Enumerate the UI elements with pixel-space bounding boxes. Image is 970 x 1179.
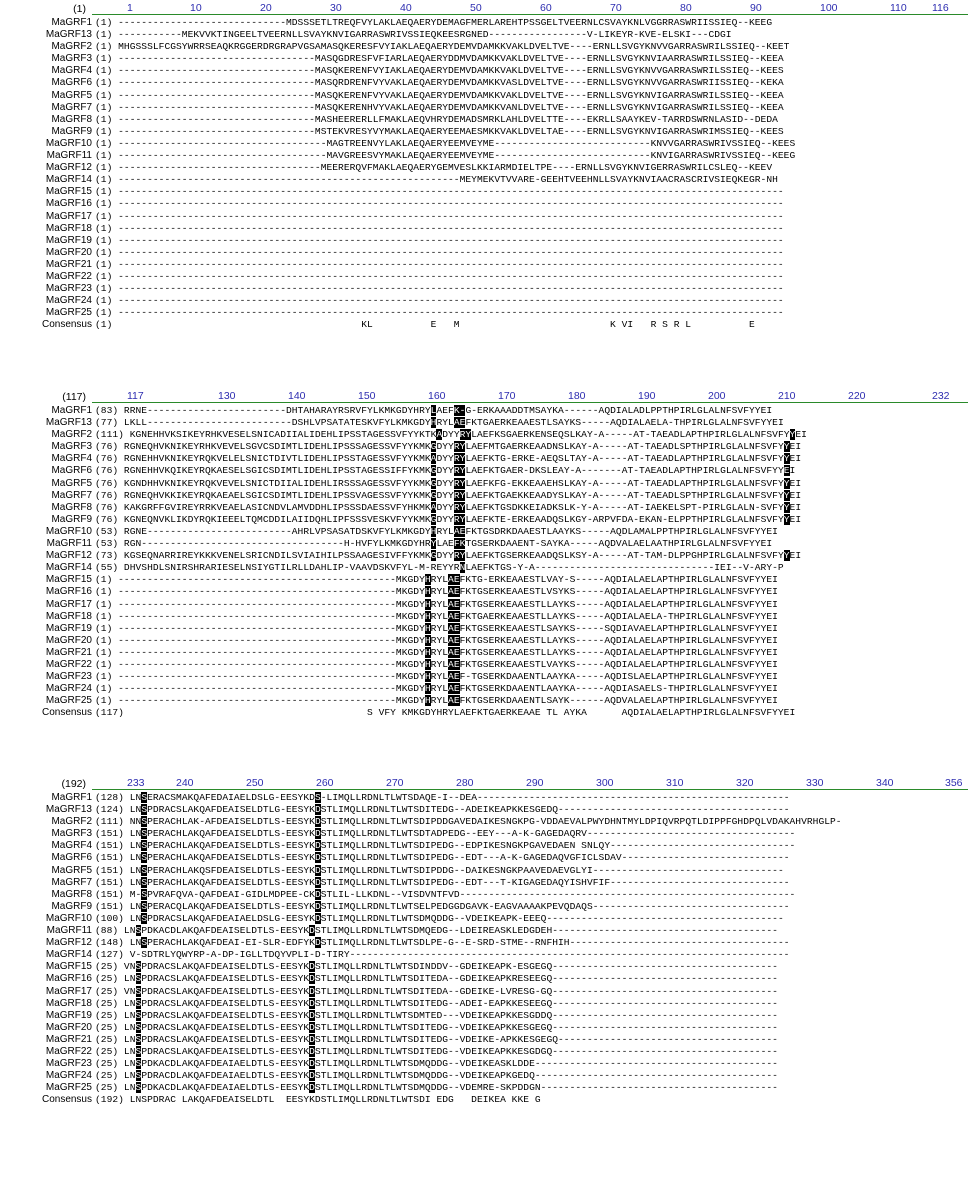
sequence-row: [0, 1082, 970, 1094]
sequence-residues: (1) ------------------------------------------------MKGDYHRYLAEFKTGSERKDAAENTLSAYK------AQDVALAELAPTHPIRLGLALNFSVFYYEI: [95, 695, 778, 707]
sequence-name: MaGRF4: [51, 453, 92, 465]
sequence-row: [0, 986, 970, 998]
sequence-row: [0, 659, 970, 671]
sequence-residues: (128) LNSERACSMAKQAFEDAIAELDSLG-EESYKDS-LIMQLLRDNLTLWTSDAQE-I--DEA------------------------------------------------------: [95, 792, 790, 803]
sequence-row: [0, 1070, 970, 1082]
sequence-row: [0, 623, 970, 635]
sequence-residues: (111) NNSPERACHLAK-AFDEAISELDTLS-EESYKDSTLIMQLLRDNLTLWTSDIPDDGAVEDAIKESNGKPG-VDDAEVALPWYDHNTMYLDPIQVRPQTLDIPPFGHDPQLVDAKAHVRHGLP-: [95, 816, 842, 828]
sequence-name: MaGRF11: [46, 150, 92, 162]
sequence-residues: (76) RGNEQHVKNIKEYRHKVEVELSGVCSDIMTLIDEHLIPSSSAGESSVFYYKMKGDYYRYLAEFMTGAERKEAADNSLKAY-A-----AT-TAEADLSPTHPIRLGLALNFSVFYYEI: [95, 441, 802, 453]
ruler-tick: 270: [386, 777, 404, 789]
sequence-row: [0, 295, 970, 307]
sequence-name: MaGRF1: [51, 792, 92, 803]
ruler-tick: 30: [330, 2, 342, 14]
sequence-name: MaGRF2: [51, 429, 92, 441]
sequence-row: [0, 223, 970, 235]
sequence-residues: (77) LKLL-------------------------DSHLVPSATATESKVFYLKMKGDYHRYLAEFKTGAERKEAAESTLSAYKS-----AQDIALAELA-THPIRLGLALNFSVFYYEI: [95, 417, 784, 429]
sequence-name: MaGRF20: [45, 634, 92, 646]
sequence-residues: (25) LNSPDKACDLAKQAFDEAIAELDTLS-EESYKDSTLIMQLLRDNLTLWTSDMQDDG--VDEIKEASKLDDE------------------------------------------: [95, 1058, 778, 1070]
ruler-tick: 116: [932, 2, 949, 14]
sequence-row: [0, 695, 970, 707]
sequence-residues: (1) MHGSSSLFCGSYWRRSEAQKRGGERDRGRAPVGSAMASQKERESFVYIAKLAEQAERYDEMVDAMKKVAKLDVELTVE----ERNLLSVGYKNVVGARRASWRILSSIEQ--KEET: [95, 41, 790, 53]
sequence-row: [0, 574, 970, 586]
sequence-residues: (25) LNSPDRACSLAKQAFDEAISELDTLS-EESYKDSTLIMQLLRDNLTLWTSDMTED---VDEIKEAPKKESGDDQ---------------------------------------: [95, 1009, 778, 1021]
sequence-row: [0, 925, 970, 937]
sequence-residues: (151) LNSPERACQLAKQAFDEAISELDTLS-EESYKDSTLIMQLLRDNLTLWTSELPEDGGDGAVK-EAGVAAAAKPEVQDAQS----------------------------------: [95, 900, 790, 912]
alignment-block: [0, 777, 970, 1106]
sequence-name: MaGRF18: [45, 997, 92, 1009]
ruler-tick: 200: [708, 390, 726, 402]
sequence-residues: (1) ------------------------------------MAVGREESVYMAKLAEQAERYEEMVEYME---------------------------KNVIGARRASWRIVSSIEQ--KEEG: [95, 150, 796, 162]
sequence-residues: (111) KGNEHHVKSIKEYRHKVESELSNICADIIALIDEHLIPSSTAGESSVFYYKTKADYYRYLAEFKSGAERKENSEQSLKAY-A-----AT-TAEADLAPTHPIRLGLALNFSVFYYEI: [95, 429, 807, 441]
sequence-row: [0, 889, 970, 901]
sequence-row: [0, 417, 970, 429]
sequence-residues: (1) ----------------------------------MASQKERENHVYVAKLAEQAERYDEMVDAMKKVANLDVELTVE----ERNLLSVGYKNVIGARRASWRILSSIEQ--KEEA: [95, 101, 784, 113]
sequence-residues: (117) S VFY KMKGDYHRYLAEFKTGAERKEAAE TL AYKA AQDIALAELAPTHPIRLGLALNFSVFYYEI: [95, 707, 796, 719]
sequence-residues: (73) KGSEQNARRIREYKKKVENELSRICNDILSVIAIHILPSSAAGESIVFFYKMKGDYYRYLAEFKTGSERKEAADQSLKSY-A-----AT-TAM-DLPPGHPIRLGLALNFSVFYYEI: [95, 550, 802, 562]
sequence-row: [0, 840, 970, 852]
sequence-residues: (100) LNSPDRACSLAKQAFDEAIAELDSLG-EESYKDSTLIMQLLRDNLTLWTSDMQDDG--VDEIKEAPK-EEEQ-----------------------------------------: [95, 912, 784, 924]
ruler-tick: 180: [568, 390, 586, 402]
sequence-name: MaGRF10: [45, 912, 92, 924]
alignment-block: [0, 2, 970, 331]
sequence-residues: (1) ----------------------------------MASHEERERLLFMAKLAEQVHRYDEMADSMRKLAHLDVELTTE----EKRLLSAAYKEV-TARRDSWRNLASID--DEDA: [95, 113, 778, 125]
sequence-residues: (1) ------------------------------------------------MKGDYHRYLAEF-TGSERKDAAENTLAAYKA-----AQDISLAELAPTHPIRLGLALNFSVFYYEI: [95, 671, 778, 683]
sequence-name: MaGRF2: [51, 41, 92, 53]
sequence-name: MaGRF3: [51, 828, 92, 840]
sequence-name: MaGRF8: [51, 501, 92, 513]
sequence-residues: (76) RGNEQHVKKIKEYRQKAEAELSGICSDIMTLIDEHLIPSSVAGESSVFYYKMKGDYYRYLAEFKTGAEKKEAADYSLKAY-A-----AT-TAEADLSPTHPIRLGLALNFSVFYYEI: [95, 489, 802, 501]
ruler-tick: 356: [945, 777, 963, 789]
ruler-tick: 117: [127, 390, 144, 402]
sequence-name: MaGRF22: [45, 658, 92, 670]
sequence-residues: (83) RRNE------------------------DHTAHARAYRSRVFYLKMKGDYHRYLAEFK-G-ERKAAADDTMSAYKA------AQDIALADLPPTHPIRLGLALNFSVFYYEI: [95, 405, 773, 416]
sequence-name: MaGRF10: [45, 525, 92, 537]
sequence-residues: (1) ------------------------------------------------MKGDYHRYLAEFKTGSERKEAAESTLLAYKS-----AQDIALAELAPTHPIRLGLALNFSVFYYEI: [95, 646, 778, 658]
ruler-tick: 130: [218, 390, 236, 402]
sequence-name: MaGRF5: [51, 864, 92, 876]
sequence-residues: (1) -------------------------------------------------------------------------------------------------------------------: [95, 210, 784, 222]
sequence-name: MaGRF21: [45, 258, 92, 270]
sequence-residues: (25) LNSPDRACSLAKQAFDEAISELDTLS-EESYKDSTLIMQLLRDNLTLWTSDITEDG--VDEIKEAPKKESGDGQ---------------------------------------: [95, 1045, 778, 1057]
sequence-row: [0, 586, 970, 598]
sequence-name: MaGRF14: [45, 562, 92, 574]
sequence-residues: (1) -------------------------------------------------------------------------------------------------------------------: [95, 307, 784, 319]
sequence-row: [0, 538, 970, 550]
alignment-block: [0, 390, 970, 719]
sequence-name: MaGRF20: [45, 246, 92, 258]
sequence-residues: (1) -------------------------------------------------------------------------------------------------------------------: [95, 246, 784, 258]
sequence-row: [0, 514, 970, 526]
sequence-name: MaGRF18: [45, 222, 92, 234]
sequence-name: MaGRF16: [45, 198, 92, 210]
sequence-name: MaGRF15: [45, 186, 92, 198]
sequence-name: MaGRF15: [45, 961, 92, 973]
sequence-name: MaGRF25: [45, 307, 92, 319]
sequence-name: MaGRF23: [45, 283, 92, 295]
sequence-row: [0, 828, 970, 840]
sequence-row: [0, 877, 970, 889]
sequence-row: [0, 901, 970, 913]
sequence-row: [0, 405, 970, 417]
sequence-row: [0, 1046, 970, 1058]
sequence-row: [0, 271, 970, 283]
sequence-residues: (1) ------------------------------------------------MKGDYHRYLAEFKTGSERKEAAESTLVSYKS-----AQDIALAELAPTHPIRLGLALNFSVFYYEI: [95, 586, 778, 598]
position-ruler: [0, 2, 970, 17]
sequence-row: [0, 198, 970, 210]
sequence-name: MaGRF24: [45, 683, 92, 695]
sequence-residues: (1) -------------------------------------------------------------------------------------------------------------------: [95, 222, 784, 234]
sequence-name: MaGRF20: [45, 1021, 92, 1033]
sequence-row: [0, 792, 970, 804]
sequence-name: MaGRF13: [45, 804, 92, 816]
sequence-name: MaGRF6: [51, 77, 92, 89]
sequence-residues: (1) -------------------------------------------------------------------------------------------------------------------: [95, 234, 784, 246]
sequence-residues: (1) ------------------------------------MAGTREENVYLAKLAEQAERYEEMVEYME---------------------------KNVVGARRASWRIVSSIEQ--KEES: [95, 137, 796, 149]
sequence-residues: (25) LNSPDRACSLAKQAFDEAISELDTLS-EESYKDSTLIMQLLRDNLTLWTSDITEDG--ADEI-EAPKKESEEGQ---------------------------------------: [95, 997, 778, 1009]
ruler-tick: 80: [680, 2, 692, 14]
sequence-row: [0, 186, 970, 198]
sequence-row: [0, 65, 970, 77]
sequence-residues: (76) KGNDHHVKNIKEYRQKVEVELSNICTDIIALIDEHLIRSSSAGESSVFYYKMKGDYYRYLAEFKFG-EKKEAAEHSLKAY-A-----AT-TAEADLAPTHPIRLGLALNFSVFYYEI: [95, 477, 802, 489]
sequence-row: [0, 126, 970, 138]
sequence-row: [0, 441, 970, 453]
sequence-residues: (1) -------------------------------------------------------------------------------------------------------------------: [95, 295, 784, 307]
sequence-row: [0, 319, 970, 331]
sequence-residues: (55) DHVSHDLSNIRSHRARIESELNSIYGTILRLLDAHLIP-VAAVDSKVFYL-M-REYYRNLAEFKTGS-Y-A-------------------------------IEI--V-ARY-P: [95, 562, 784, 574]
sequence-row: [0, 550, 970, 562]
ruler-tick: 50: [470, 2, 482, 14]
sequence-residues: (1) -------------------------------------------------------------------------------------------------------------------: [95, 283, 784, 295]
sequence-residues: (151) LNSPERACHLAKQAFDEAISELDTLS-EESYKDSTLIMQLLRDNLTLWTSDIPEDG--EDPIKESNGKPGAVEDAEN SNLQY--------------------------------: [95, 840, 796, 852]
ruler-tick: 170: [498, 390, 516, 402]
sequence-row: [0, 453, 970, 465]
sequence-name: MaGRF21: [45, 646, 92, 658]
position-ruler: [0, 777, 970, 792]
sequence-residues: (127) V-SDTRLYQWYRP-A-DP-IGLLTDQYVPLI-D-TIRY----------------------------------------------------------------------------: [95, 949, 790, 961]
sequence-residues: (1) ------------------------------------------------MKGDYHRYLAEFKTG-ERKEAAESTLVAY-S-----AQDIALAELAPTHPIRLGLALNFSVFYYEI: [95, 574, 778, 586]
ruler-tick: 330: [806, 777, 824, 789]
ruler-tick: 210: [778, 390, 796, 402]
ruler-tick: 220: [848, 390, 866, 402]
sequence-row: [0, 429, 970, 441]
sequence-residues: (1) ----------------------------------MASQGDRESFVFIARLAEQAERYDDMVDAMKKVAKLDVELTVE----ERNLLSVGYKNVIAARRASWRILSSIEQ--KEEA: [95, 53, 784, 65]
sequence-name: MaGRF6: [51, 465, 92, 477]
sequence-row: [0, 307, 970, 319]
sequence-residues: (1) -----------------------------MDSSSETLTREQFVYLAKLAEQAERYDEMAGFMERLAREHTPSSGELTVEERNLCSVAYKNLVGGRRASWRIISSIEQ--KEEG: [95, 17, 773, 28]
ruler-start-position: (117): [62, 391, 86, 403]
sequence-name: MaGRF12: [45, 937, 92, 949]
sequence-row: [0, 707, 970, 719]
sequence-row: [0, 283, 970, 295]
ruler-tick: 40: [400, 2, 412, 14]
sequence-name: MaGRF21: [45, 1033, 92, 1045]
sequence-residues: (1) ------------------------------------------------MKGDYHRYLAEFKTGSERKEAAESTLLAYKS-----AQDIALAELAPTHPIRLGLALNFSVFYYEI: [95, 598, 778, 610]
sequence-name: MaGRF11: [46, 925, 92, 937]
sequence-residues: (76) RGNEHHVKQIKEYRQKAESELSGICSDIMTLIDEHLIPSSTAGESSIFFYKMKGDYYRYLAEFKTGAER-DKSLEAY-A-------AT-TAEADLAPTHPIRLGLALNFSVFYYEI: [95, 465, 796, 477]
sequence-name: MaGRF19: [45, 234, 92, 246]
sequence-name: MaGRF9: [51, 513, 92, 525]
sequence-name: MaGRF12: [45, 162, 92, 174]
sequence-row: [0, 865, 970, 877]
ruler-tick: 1: [127, 2, 133, 14]
sequence-name: MaGRF8: [51, 113, 92, 125]
sequence-row: [0, 90, 970, 102]
ruler-tick: 290: [526, 777, 544, 789]
sequence-residues: (76) KGNEQNVKLIKDYRQKIEEELTQMCDDILAIIDQHLIPFSSSVESKVFYYKMKGDYYRYLAEFKTE-ERKEAADQSLKGY-ARPVFDA-EKAN-ELPPTHPIRLGLALNFSVFYYEI: [95, 513, 802, 525]
sequence-row: [0, 949, 970, 961]
sequence-row: [0, 611, 970, 623]
sequence-residues: (148) LNSPERACHLAKQAFDEAI-EI-SLR-EDFYKDSTLIMQLLRDNLTLWTSDLPE-G--E-SRD-STME--RNFHIH--------------------------------------: [95, 937, 790, 949]
sequence-residues: (25) LNSPDRACDLAKQAFDEAIAELDTLS-EESYKDSTLIMQLLRDNLTLWTSDMQDDG--VDEIKEAPKGEDQ------------------------------------------: [95, 1070, 778, 1082]
sequence-name: MaGRF25: [45, 1082, 92, 1094]
sequence-residues: (25) LNSPDRACSLAKQAFDEAISELDTLS-EESYKDSTLIMQLLRDNLTLWTSDITEDG--VDEIKEAPKKESGEGQ---------------------------------------: [95, 1021, 778, 1033]
sequence-residues: (124) LNSPDRACSLAKQAFDEAISELDTLG-EESYKDSTLIMQLLRDNLTLWTSDITEDG--ADEIKEAPKKESGEDQ----------------------------------------: [95, 804, 790, 816]
sequence-name: MaGRF11: [46, 538, 92, 550]
sequence-row: [0, 41, 970, 53]
sequence-name: MaGRF1: [51, 17, 92, 28]
sequence-residues: (1) ------------------------------------------------MKGDYHRYLAEFKTGSERKEAAESTLVAYKS-----AQDIALAELAPTHPIRLGLALNFSVFYYEI: [95, 658, 778, 670]
sequence-row: [0, 671, 970, 683]
sequence-row: [0, 259, 970, 271]
sequence-name: MaGRF17: [45, 210, 92, 222]
sequence-row: [0, 502, 970, 514]
sequence-residues: (1) -------------------------------------------------------------------------------------------------------------------: [95, 186, 784, 198]
sequence-residues: (1) -----------------------------------------------------------MEYMEKVTVVARE-GEEHTVEEHNLLSVAYKNVIAACRASCRIVSIEQKEGR-NH: [95, 174, 778, 186]
sequence-name: MaGRF3: [51, 53, 92, 65]
sequence-residues: (1) ------------------------------------------------MKGDYHRYLAEFKTGSERKEAAESTLLAYKS-----AQDIALAELAPTHPIRLGLALNFSVFYYEI: [95, 634, 778, 646]
sequence-name: MaGRF13: [45, 417, 92, 429]
sequence-name: MaGRF18: [45, 610, 92, 622]
sequence-row: [0, 973, 970, 985]
sequence-residues: (151) LNSPERACHLAKQAFDEAISELDTLS-EESYKDSTLIMQLLRDNLTLWTSDIPEDG--EDT---T-KIGAGEDAQYISHVFIF-------------------------------: [95, 876, 790, 888]
ruler-tick: 150: [358, 390, 376, 402]
sequence-row: [0, 114, 970, 126]
sequence-name: MaGRF9: [51, 900, 92, 912]
sequence-row: [0, 29, 970, 41]
sequence-row: [0, 465, 970, 477]
sequence-row: [0, 683, 970, 695]
sequence-name: Consensus: [41, 1094, 92, 1106]
sequence-residues: (25) VNSPDRACSLAKQAFDEAISELDTLS-EESYKDSTLIMQLLRDNLTLWTSDITEDA--GDEIKE-LVRESG-GQ---------------------------------------: [95, 985, 778, 997]
sequence-name: MaGRF22: [45, 270, 92, 282]
sequence-row: [0, 562, 970, 574]
ruler-tick: 110: [890, 2, 907, 14]
sequence-row: [0, 53, 970, 65]
sequence-row: [0, 17, 970, 29]
sequence-name: MaGRF19: [45, 622, 92, 634]
ruler-tick: 190: [638, 390, 656, 402]
sequence-row: [0, 635, 970, 647]
sequence-residues: (88) LNSPDKACDLAKQAFDEAISELDTLS-EESYKDSTLIMQLLRDNLTLWTSDMQEDG--LDEIREASKLEDGDEH---------------------------------------: [95, 925, 778, 937]
sequence-row: [0, 1034, 970, 1046]
sequence-row: [0, 852, 970, 864]
sequence-residues: (25) LNSPDRACSLAKQAFDEAISELDTLS-EESYKDSTLIMQLLRDNLTLWTSDITEDG--VDEIKE-APKKESGEGQ--------------------------------------: [95, 1033, 778, 1045]
ruler-start-position: (1): [73, 3, 86, 15]
sequence-residues: (1) -----------MEKVVKTINGEELTVEERNLLSVAYKNVIGARRASWRIVSSIEQKEESRGNED-----------------V-LIKEYR-KVE-ELSKI---CDGI: [95, 29, 732, 41]
sequence-residues: (1) ------------------------------------------------MKGDYHRYLAEFKTGSERKEAAESTLSAYKS-----SQDIAVAELAPTHPIRLGLALNFSVFYYEI: [95, 622, 778, 634]
sequence-name: MaGRF12: [45, 550, 92, 562]
sequence-name: MaGRF7: [51, 489, 92, 501]
sequence-residues: (25) VNSPDRACSLAKQAFDEAISELDTLS-EESYKDSTLIMQLLRDNLTLWTSDINDDV--GDEIKEAPK-ESGEGQ---------------------------------------: [95, 961, 778, 973]
sequence-row: [0, 937, 970, 949]
ruler-tick: 260: [316, 777, 334, 789]
sequence-residues: (192) LNSPDRAC LAKQAFDEAISELDTL EESYKDSTLIMQLLRDNLTLWTSDI EDG DEIKEA KKE G: [95, 1094, 541, 1106]
sequence-name: MaGRF2: [51, 816, 92, 828]
sequence-row: [0, 804, 970, 816]
sequence-row: [0, 526, 970, 538]
sequence-name: MaGRF22: [45, 1045, 92, 1057]
sequence-name: MaGRF23: [45, 671, 92, 683]
sequence-row: [0, 647, 970, 659]
sequence-residues: (151) LNSPERACHLAKQAFDEAISELDTLS-EESYKDSTLIMQLLRDNLTLWTSDTADPEDG--EEY---A-K-GAGEDAQRV------------------------------------: [95, 828, 796, 840]
ruler-tick: 240: [176, 777, 194, 789]
sequence-row: [0, 1022, 970, 1034]
sequence-row: [0, 211, 970, 223]
sequence-name: Consensus: [41, 707, 92, 719]
ruler-tick: 300: [596, 777, 614, 789]
ruler-line: [92, 402, 968, 403]
sequence-residues: (1) -----------------------------------MEERERQVFMAKLAEQAERYGEMVESLKKIARMDIELTPE----ERNLLSVGYKNVIGERRASWRILCSLEQ--KEEV: [95, 162, 773, 174]
ruler-start-position: (192): [61, 778, 86, 790]
ruler-tick: 70: [610, 2, 622, 14]
sequence-row: [0, 961, 970, 973]
sequence-name: MaGRF17: [45, 985, 92, 997]
sequence-name: MaGRF7: [51, 101, 92, 113]
sequence-residues: (1) ----------------------------------MASQKERENFVYVAKLAEQAERYDEMVDAMKKVAKLDVELTVE----ERNLLSVGYKNVIGARRASWRILSSIEQ--KEEA: [95, 89, 784, 101]
ruler-tick: 20: [260, 2, 272, 14]
ruler-tick: 140: [288, 390, 306, 402]
ruler-tick: 60: [540, 2, 552, 14]
sequence-row: [0, 138, 970, 150]
sequence-name: MaGRF10: [45, 137, 92, 149]
ruler-tick: 160: [428, 390, 446, 402]
ruler-tick: 90: [750, 2, 762, 14]
sequence-residues: (1) -------------------------------------------------------------------------------------------------------------------: [95, 270, 784, 282]
sequence-residues: (76) RGNEHHVKNIKEYRQKVELELSNICTDIVTLIDEHLIPSSTAGESSVFYYKMKADYYRYLAEFKTG-ERKE-AEQSLTAY-A-----AT-TAEADLAPTHPIRLGLALNFSVFYYEI: [95, 453, 802, 465]
sequence-residues: (1) ----------------------------------MASQKERENFVYIAKLAEQAERYDEMVDAMKKVAKLDVELTVE----ERNLLSVGYKNVVGARRASWRILSSIEQ--KEES: [95, 65, 784, 77]
sequence-residues: (151) LNSPERACHLAKQSFDEAISELDTLS-EESYKDSTLIMQLLRDNLTLWTSDIPDDG--DAIKESNGKPAAVEDAEVGLYI---------------------------------: [95, 864, 784, 876]
ruler-tick: 233: [127, 777, 145, 789]
sequence-row: [0, 1094, 970, 1106]
ruler-tick: 100: [820, 2, 838, 14]
sequence-row: [0, 998, 970, 1010]
sequence-name: MaGRF5: [51, 477, 92, 489]
sequence-name: MaGRF17: [45, 598, 92, 610]
sequence-row: [0, 235, 970, 247]
ruler-tick: 310: [666, 777, 684, 789]
sequence-residues: (53) RGNE-------------------------AHRLVPSASATDSKVFYLKMKGDYHRYLAEFKTGSDRKDAAESTLAAYKS-----AQDLAMALPPTHPIRLGLALNFSVFYYEI: [95, 525, 778, 537]
sequence-row: [0, 102, 970, 114]
sequence-residues: (151) M-SPVRAFQVA-QAFDEAI-GIDLMDPEE-CKDSTLIL-LLKDNL--VISDVNTFVD----------------------------------------------------------: [95, 888, 796, 900]
sequence-name: MaGRF13: [45, 29, 92, 41]
ruler-tick: 280: [456, 777, 474, 789]
sequence-row: [0, 913, 970, 925]
sequence-name: MaGRF6: [51, 852, 92, 864]
sequence-row: [0, 77, 970, 89]
sequence-residues: (1) ------------------------------------------------MKGDYHRYLAEFKTGAERKEAAESTLLAYKS-----AQDIALAELA-THPIRLGLALNFSVFYYEI: [95, 610, 778, 622]
sequence-row: [0, 150, 970, 162]
sequence-residues: (151) LNSPERACHLAKQAFDEAISELDTLS-EESYKDSTLIMQLLRDNLTLWTSDIPEDG--EDT---A-K-GAGEDAQVGFICLSDAV-----------------------------: [95, 852, 790, 864]
sequence-residues: (1) ----------------------------------MASQRDRENFVYVAKLAEQAERYDEMVDAMKKVASLDVELTVE----ERNLLSVGYKNVVGARRASWRIISSIEQ--KEKA: [95, 77, 784, 89]
sequence-residues: (1) ------------------------------------------------MKGDYHRYLAEFKTGSERKDAAENTLAAYKA-----AQDIASAELS-THPIRLGLALNFSVFYYEI: [95, 683, 778, 695]
sequence-name: MaGRF5: [51, 89, 92, 101]
sequence-residues: (53) RGN-----------------------------------H-HVFYLKMKGDYHRYLAEFKTGSERKDAAENT-SAYKA-----AQDVALAELAATHPIRLGLALNFSVFYYEI: [95, 538, 773, 550]
ruler-tick: 320: [736, 777, 754, 789]
sequence-name: MaGRF19: [45, 1009, 92, 1021]
sequence-name: MaGRF16: [45, 586, 92, 598]
sequence-name: MaGRF23: [45, 1058, 92, 1070]
sequence-name: MaGRF25: [45, 695, 92, 707]
sequence-name: MaGRF16: [45, 973, 92, 985]
sequence-name: MaGRF24: [45, 1070, 92, 1082]
sequence-name: MaGRF7: [51, 876, 92, 888]
sequence-residues: (25) LNSPDKACDLAKQAFDEAIAELDTLS-EESYKDSTLIMQLLRDNLTLWTSDMQDDG--VDEMRE-SKPDDGN-----------------------------------------: [95, 1082, 778, 1094]
sequence-row: [0, 490, 970, 502]
sequence-residues: (76) KAKGRFFGVIREYRRKVEAELASICNDVLAMVDDHLIPSSSDAESSVFYHKMKADYYRYLAEFKTGSDKKEIADKSLK-Y-A-----AT-IAEKELSPT-PIRLGLALN-SVFYYEI: [95, 501, 802, 513]
sequence-name: MaGRF15: [45, 574, 92, 586]
sequence-residues: (1) KL E M K VI R S R L E: [95, 319, 773, 331]
sequence-name: MaGRF9: [51, 125, 92, 137]
sequence-residues: (25) LNSPDRACSLAKQAFDEAISELDTLS-EESYKDSTLIMQLLRDNLTLWTSDITEDA--GDEIKEAPKRESEEGQ---------------------------------------: [95, 973, 778, 985]
sequence-row: [0, 816, 970, 828]
sequence-residues: (1) -------------------------------------------------------------------------------------------------------------------: [95, 258, 784, 270]
sequence-row: [0, 599, 970, 611]
ruler-line: [92, 14, 968, 15]
ruler-tick: 340: [876, 777, 894, 789]
ruler-tick: 250: [246, 777, 264, 789]
sequence-row: [0, 478, 970, 490]
ruler-tick: 10: [190, 2, 202, 14]
sequence-name: MaGRF1: [51, 405, 92, 416]
sequence-row: [0, 1058, 970, 1070]
sequence-name: MaGRF4: [51, 840, 92, 852]
sequence-name: MaGRF4: [51, 65, 92, 77]
sequence-name: MaGRF14: [45, 949, 92, 961]
ruler-tick: 232: [932, 390, 950, 402]
sequence-residues: (1) ----------------------------------MSTEKVRESYVYMAKLAEQAERYEEMAESMKKVAKLDVELTAE----ERNLLSVGYKNVIGARRASWRIMSSIEQ--KEES: [95, 125, 784, 137]
sequence-row: [0, 174, 970, 186]
position-ruler: [0, 390, 970, 405]
sequence-name: Consensus: [41, 319, 92, 331]
sequence-name: MaGRF8: [51, 888, 92, 900]
sequence-name: MaGRF14: [45, 174, 92, 186]
sequence-row: [0, 1010, 970, 1022]
sequence-name: MaGRF24: [45, 295, 92, 307]
ruler-line: [92, 789, 968, 790]
sequence-residues: (1) -------------------------------------------------------------------------------------------------------------------: [95, 198, 784, 210]
sequence-name: MaGRF3: [51, 441, 92, 453]
sequence-row: [0, 247, 970, 259]
sequence-row: [0, 162, 970, 174]
